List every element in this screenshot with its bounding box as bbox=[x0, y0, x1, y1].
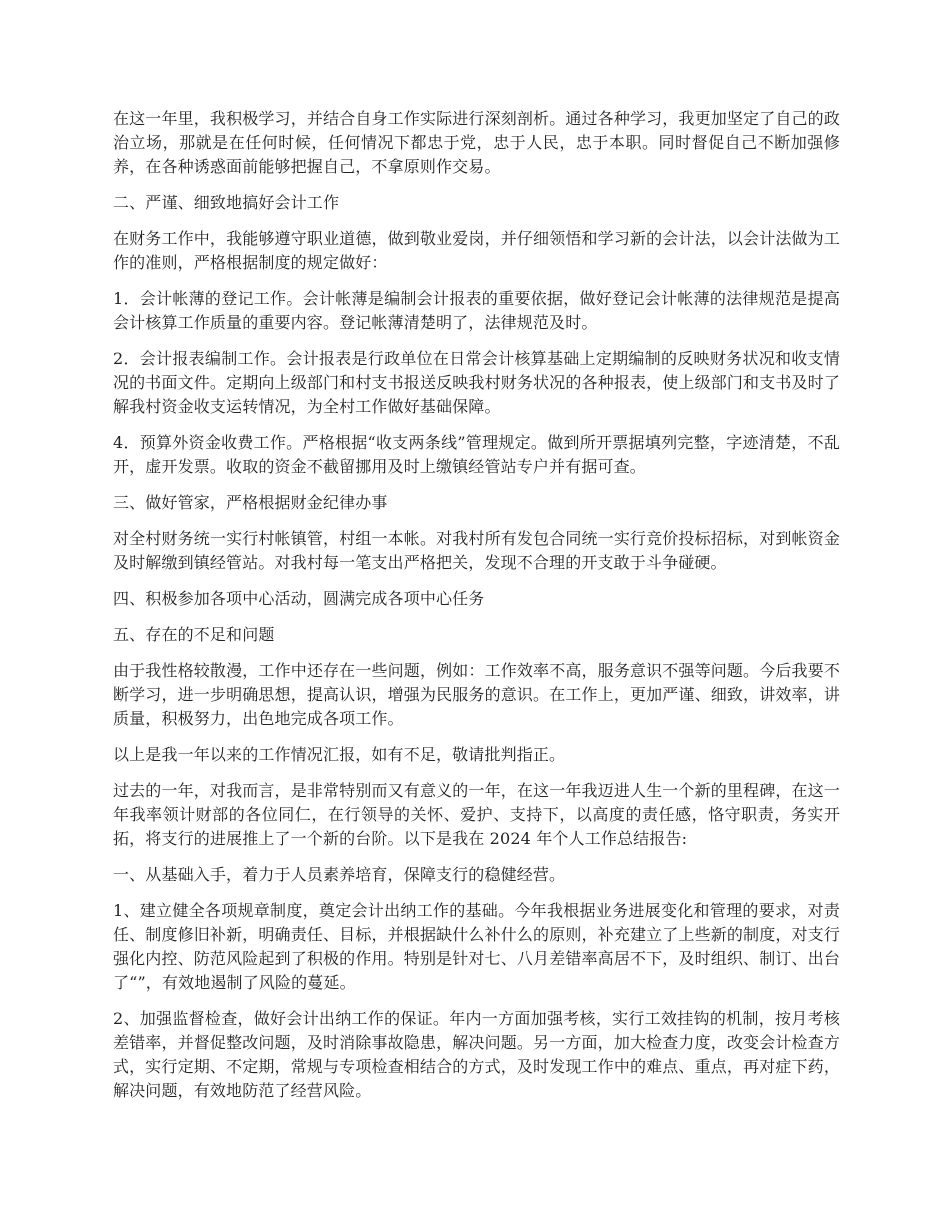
heading-section-2: 二、严谨、细致地搞好会计工作 bbox=[113, 193, 340, 212]
paragraph-item-2-reports: 2．会计报表编制工作。会计报表是行政单位在日常会计核算基础上定期编制的反映财务状况和收支情况的书面文件。定期向上级部门和村支书报送反映我村财务状况的各种报表，使上级部门和支书及时了解我村资金收支运转情况，为全村工作做好基础保障。 bbox=[113, 349, 840, 416]
paragraph-supervision: 2、加强监督检查，做好会计出纳工作的保证。年内一方面加强考核，实行工效挂钩的机制，按月考核差错率，并督促整改问题，及时消除事故隐患，解决问题。另一方面，加大检查力度，改变会计检查方式，实行定期、不定期，常规与专项检查相结合的方式，及时发现工作中的难点、重点，再对症下药，解决问题，有效地防范了经营风险。 bbox=[113, 1009, 840, 1100]
paragraph-year-review: 过去的一年，对我而言，是非常特别而又有意义的一年，在这一年我迈进人生一个新的里程碑，在这一年我率领计财部的各位同仁，在行领导的关怀、爱护、支持下，以高度的责任感，恪守职责，务实开拓，将支行的进展推上了一个新的台阶。以下是我在 2024 年个人工作总结报告: bbox=[113, 781, 840, 848]
paragraph-item-1-ledger: 1．会计帐薄的登记工作。会计帐薄是编制会计报表的重要依据，做好登记会计帐薄的法律规范是提高会计核算工作质量的重要内容。登记帐薄清楚明了，法律规范及时。 bbox=[113, 289, 840, 332]
paragraph-item-4-fees: 4．预算外资金收费工作。严格根据“收支两条线”管理规定。做到所开票据填列完整，字迹清楚，不乱开，虚开发票。收取的资金不截留挪用及时上缴镇经管站专户并有据可查。 bbox=[113, 433, 840, 476]
document-body bbox=[113, 107, 840, 1115]
paragraph-political-study: 在这一年里，我积极学习，并结合自身工作实际进行深刻剖析。通过各种学习，我更加坚定了自己的政治立场，那就是在任何时候，任何情况下都忠于党，忠于人民，忠于本职。同时督促自己不断加强修养，在各种诱惑面前能够把握自己，不拿原则作交易。 bbox=[113, 109, 840, 176]
heading-section-4: 四、积极参加各项中心活动，圆满完成各项中心任务 bbox=[113, 589, 485, 608]
paragraph-village-accounts: 对全村财务统一实行村帐镇管，村组一本帐。对我村所有发包合同统一实行竞价投标招标，对到帐资金及时解缴到镇经管站。对我村每一笔支出严格把关，发现不合理的开支敢于斗争碰硬。 bbox=[113, 529, 840, 572]
heading-section-3: 三、做好管家，严格根据财金纪律办事 bbox=[113, 493, 388, 512]
paragraph-accounting-ethics: 在财务工作中，我能够遵守职业道德，做到敬业爱岗，并仔细领悟和学习新的会计法，以会计法做为工作的准则，严格根据制度的规定做好： bbox=[113, 229, 840, 272]
paragraph-shortcomings: 由于我性格较散漫，工作中还存在一些问题，例如：工作效率不高，服务意识不强等问题。今后我要不断学习，进一步明确思想，提高认识，增强为民服务的意识。在工作上，更加严谨、细致，讲效率，讲质量，积极努力，出色地完成各项工作。 bbox=[113, 661, 840, 728]
paragraph-closing: 以上是我一年以来的工作情况汇报，如有不足，敬请批判指正。 bbox=[113, 745, 566, 764]
paragraph-rules-system: 1、建立健全各项规章制度，奠定会计出纳工作的基础。今年我根据业务进展变化和管理的要求，对责任、制度修旧补新，明确责任、目标，并根据缺什么补什么的原则，补充建立了上些新的制度，对支行强化内控、防范风险起到了积极的作用。特别是针对七、八月差错率高居不下，及时组织、制订、出台了“”，有效地遏制了风险的蔓延。 bbox=[113, 901, 840, 992]
heading-section-5: 五、存在的不足和问题 bbox=[113, 625, 275, 644]
heading-part-1: 一、从基础入手，着力于人员素养培育，保障支行的稳健经营。 bbox=[113, 865, 566, 884]
